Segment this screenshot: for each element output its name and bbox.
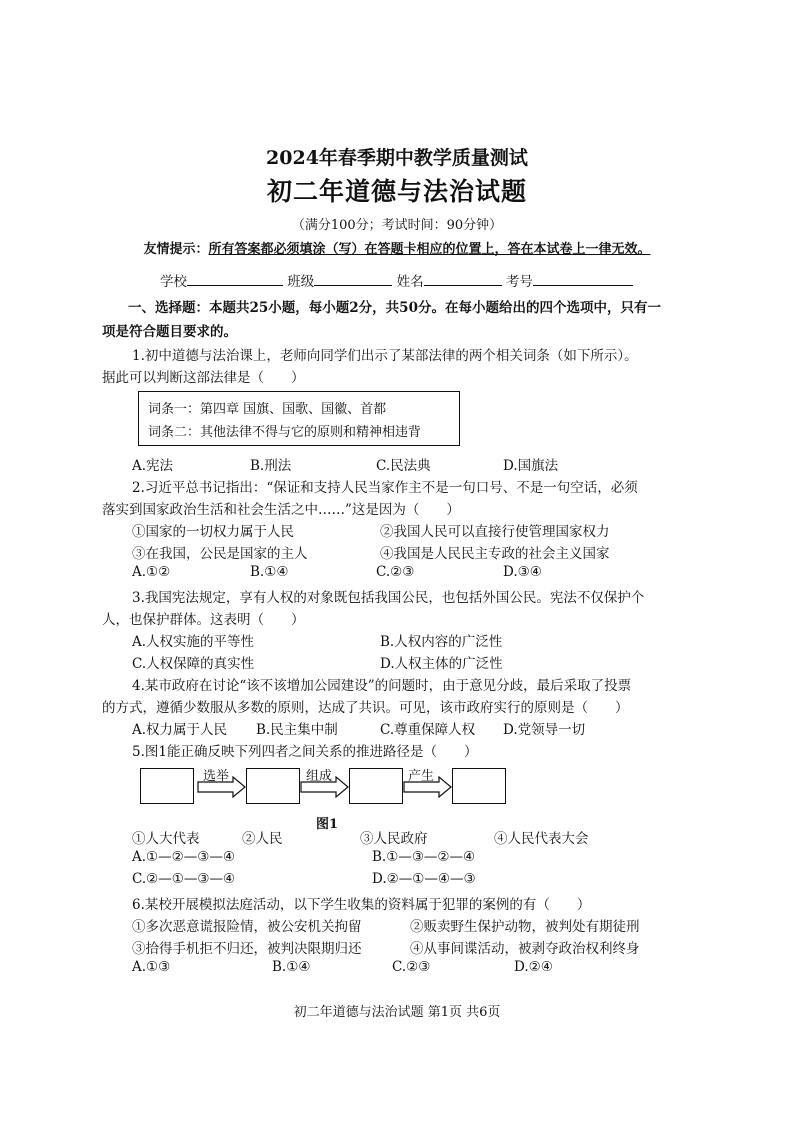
q5-item-3: ③人民政府 [360,831,428,847]
figure1-box-1 [140,768,194,804]
q3-stem-line2: 人，也保护群体。这表明（ ） [102,612,305,628]
q3-option-d[interactable]: D.人权主体的广泛性 [380,656,503,672]
figure1-box-4 [452,768,506,804]
student-info-fields [160,270,633,290]
q2-option-d[interactable]: D.③④ [503,564,542,580]
q5-stem: 5.图1能正确反映下列四者之间关系的推进路径是（ ） [132,744,478,760]
q2-item-2: ②我国人民可以直接行使管理国家权力 [380,524,610,540]
q2-stem-line1: 2.习近平总书记指出：“保证和支持人民当家作主不是一句口号、不是一句空话，必须 [132,480,638,496]
q1-term-1: 词条一：第四章 国旗、国歌、国徽、首都 [148,402,387,417]
q3-option-b[interactable]: B.人权内容的广泛性 [380,634,503,650]
q6-option-d[interactable]: D.②④ [514,959,553,975]
q1-term-2: 词条二：其他法律不得与它的原则和精神相违背 [148,425,422,440]
q6-item-4: ④从事间谍活动，被剥夺政治权利终身 [410,941,640,957]
q6-stem: 6.某校开展模拟法庭活动，以下学生收集的资料属于犯罪的案例的有（ ） [132,897,591,913]
q6-option-a[interactable]: A.①③ [132,959,171,975]
q2-item-1: ①国家的一切权力属于人民 [132,524,294,540]
q4-option-a[interactable]: A.权力属于人民 [132,722,228,738]
figure1-label: 图1 [316,817,339,832]
arrow-2-icon [300,776,350,798]
q5-option-d[interactable]: D.②—①—④—③ [372,871,476,887]
q4-stem-line2: 的方式，遵循少数服从多数的原则，达成了共识。可见，该市政府实行的原则是（ ） [102,700,629,716]
q5-option-c[interactable]: C.②—①—③—④ [132,871,236,887]
q2-stem-line2: 落实到国家政治生活和社会生活之中……”这是因为（ ） [102,502,460,518]
q1-option-c[interactable]: C.民法典 [376,458,431,474]
class-label: 班级 [287,274,315,290]
name-blank[interactable] [424,271,502,286]
arrow-1-icon [197,776,247,798]
q6-option-c[interactable]: C.②③ [392,959,431,975]
q6-option-b[interactable]: B.①④ [272,959,311,975]
arrow-label-elect: 选举 [203,769,230,784]
q6-item-2: ②贩卖野生保护动物，被判处有期徒刑 [410,919,640,935]
figure1-box-2 [246,768,300,804]
q2-option-b[interactable]: B.①④ [250,564,289,580]
arrow-label-form: 组成 [306,769,333,784]
arrow-3-icon [403,776,453,798]
q5-item-1: ①人大代表 [132,831,200,847]
q3-option-c[interactable]: C.人权保障的真实性 [132,656,255,672]
q1-terms-box [138,391,460,446]
q2-option-a[interactable]: A.①② [132,564,171,580]
figure1-box-3 [349,768,403,804]
q1-option-d[interactable]: D.国旗法 [503,458,559,474]
q2-item-4: ④我国是人民民主专政的社会主义国家 [380,546,610,562]
number-blank[interactable] [533,271,633,286]
tip-text: 所有答案都必须填涂（写）在答题卡相应的位置上，答在本试卷上一律无效。 [208,242,651,257]
q3-stem-line1: 3.我国宪法规定，享有人权的对象既包括我国公民，也包括外国公民。宪法不仅保护个 [132,590,645,606]
q4-option-b[interactable]: B.民主集中制 [256,722,338,738]
q6-item-1: ①多次恶意谎报险情，被公安机关拘留 [132,919,362,935]
q1-stem-line2: 据此可以判断这部法律是（ ） [102,370,305,386]
friendly-tip [0,238,794,257]
number-label: 考号 [505,274,533,290]
q5-item-2: ②人民 [242,831,283,847]
q5-option-a[interactable]: A.①—②—③—④ [132,849,235,865]
section1-heading-line1: 一、选择题：本题共25小题，每小题2分，共50分。在每小题给出的四个选项中，只有一 [128,300,661,316]
q5-item-4: ④人民代表大会 [494,831,589,847]
page-footer: 初二年道德与法治试题 第1页 共6页 [293,1005,501,1020]
name-label: 姓名 [396,274,424,290]
school-blank[interactable] [187,271,283,286]
section1-heading-line2: 项是符合题目要求的。 [102,324,237,340]
exam-title: 2024年春季期中教学质量测试 [266,147,528,169]
q4-stem-line1: 4.某市政府在讨论“该不该增加公园建设”的问题时，由于意见分歧，最后采取了投票 [132,678,632,694]
q2-option-c[interactable]: C.②③ [376,564,415,580]
school-label: 学校 [160,274,187,290]
q6-item-3: ③拾得手机拒不归还，被判决限期归还 [132,941,362,957]
q4-option-c[interactable]: C.尊重保障人权 [380,722,476,738]
q2-item-3: ③在我国，公民是国家的主人 [132,546,308,562]
q3-option-a[interactable]: A.人权实施的平等性 [132,634,255,650]
subject-title: 初二年道德与法治试题 [266,177,527,206]
q5-option-b[interactable]: B.①—③—②—④ [372,849,476,865]
q1-stem-line1: 1.初中道德与法治课上，老师向同学们出示了某部法律的两个相关词条（如下所示）。 [132,348,638,364]
score-time-info: （满分100分；考试时间：90分钟） [291,218,503,233]
q1-option-a[interactable]: A.宪法 [132,458,174,474]
q1-option-b[interactable]: B.刑法 [250,458,292,474]
tip-label: 友情提示： [143,242,209,257]
class-blank[interactable] [314,271,392,286]
arrow-label-produce: 产生 [408,769,435,784]
q4-option-d[interactable]: D.党领导一切 [503,722,586,738]
